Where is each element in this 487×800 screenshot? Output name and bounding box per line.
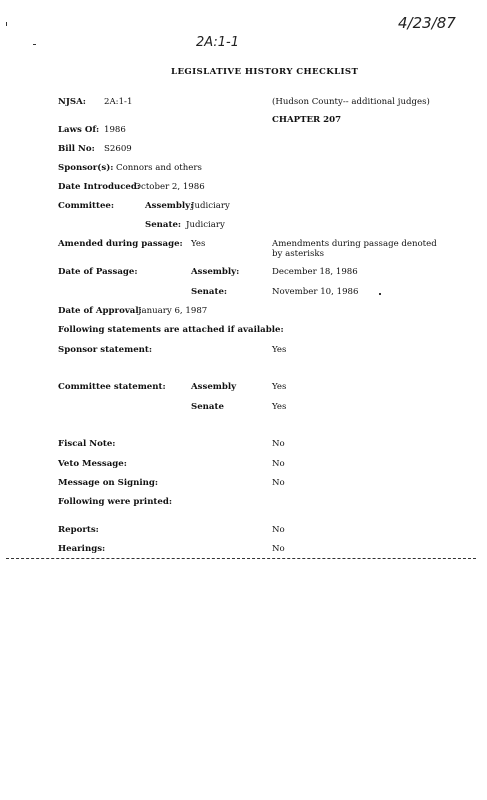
scan-speck — [379, 293, 381, 295]
handwritten-date: 4/23/87 — [398, 14, 456, 32]
scan-speck — [33, 44, 36, 45]
committee-statement-senate-label: Senate — [191, 402, 224, 412]
passage-assembly-value: December 18, 1986 — [272, 267, 358, 277]
bill-no-label: Bill No: — [58, 144, 95, 154]
sponsors-label: Sponsor(s): — [58, 163, 114, 173]
committee-senate-value: Judiciary — [186, 220, 225, 230]
passage-senate-value: November 10, 1986 — [272, 287, 359, 297]
dashed-rule — [6, 558, 476, 559]
fiscal-note-label: Fiscal Note: — [58, 439, 116, 449]
passage-assembly-label: Assembly: — [191, 267, 240, 277]
hearings-label: Hearings: — [58, 544, 106, 554]
message-on-signing-value: No — [272, 478, 285, 488]
bill-no-value: S2609 — [104, 144, 132, 154]
sponsors-value: Connors and others — [116, 163, 202, 173]
date-of-approval-label: Date of Approval: — [58, 306, 142, 316]
amended-note-line-2: by asterisks — [272, 249, 325, 259]
laws-of-label: Laws Of: — [58, 125, 100, 135]
amended-label: Amended during passage: — [58, 239, 183, 249]
amended-note-line-1: Amendments during passage denoted — [272, 239, 437, 249]
committee-label: Committee: — [58, 201, 115, 211]
sponsor-statement-value: Yes — [272, 345, 287, 355]
following-attached-heading: Following statements are attached if available: — [58, 325, 284, 335]
scan-speck — [6, 22, 7, 26]
chapter-label: CHAPTER 207 — [272, 115, 342, 125]
page-title: LEGISLATIVE HISTORY CHECKLIST — [171, 67, 359, 77]
date-of-approval-value: January 6, 1987 — [138, 306, 208, 316]
njsa-description: (Hudson County-- additional judges) — [272, 97, 430, 107]
committee-assembly-value: Judiciary — [191, 201, 230, 211]
date-introduced-label: Date Introduced: — [58, 182, 141, 192]
committee-statement-assembly-value: Yes — [272, 382, 287, 392]
amended-value: Yes — [191, 239, 206, 249]
committee-statement-senate-value: Yes — [272, 402, 287, 412]
veto-message-value: No — [272, 459, 285, 469]
hearings-value: No — [272, 544, 285, 554]
committee-statement-label: Committee statement: — [58, 382, 166, 392]
date-introduced-value: October 2, 1986 — [134, 182, 205, 192]
committee-statement-assembly-label: Assembly — [191, 382, 237, 392]
committee-assembly-label: Assembly: — [145, 201, 194, 211]
committee-senate-label: Senate: — [145, 220, 182, 230]
message-on-signing-label: Message on Signing: — [58, 478, 159, 488]
fiscal-note-value: No — [272, 439, 285, 449]
njsa-value: 2A:1-1 — [104, 97, 133, 107]
following-printed-heading: Following were printed: — [58, 497, 173, 507]
laws-of-value: 1986 — [104, 125, 126, 135]
veto-message-label: Veto Message: — [58, 459, 127, 469]
reports-label: Reports: — [58, 525, 99, 535]
sponsor-statement-label: Sponsor statement: — [58, 345, 153, 355]
date-of-passage-label: Date of Passage: — [58, 267, 138, 277]
handwritten-file-number: 2A:1-1 — [196, 35, 240, 50]
passage-senate-label: Senate: — [191, 287, 228, 297]
reports-value: No — [272, 525, 285, 535]
njsa-label: NJSA: — [58, 97, 86, 107]
